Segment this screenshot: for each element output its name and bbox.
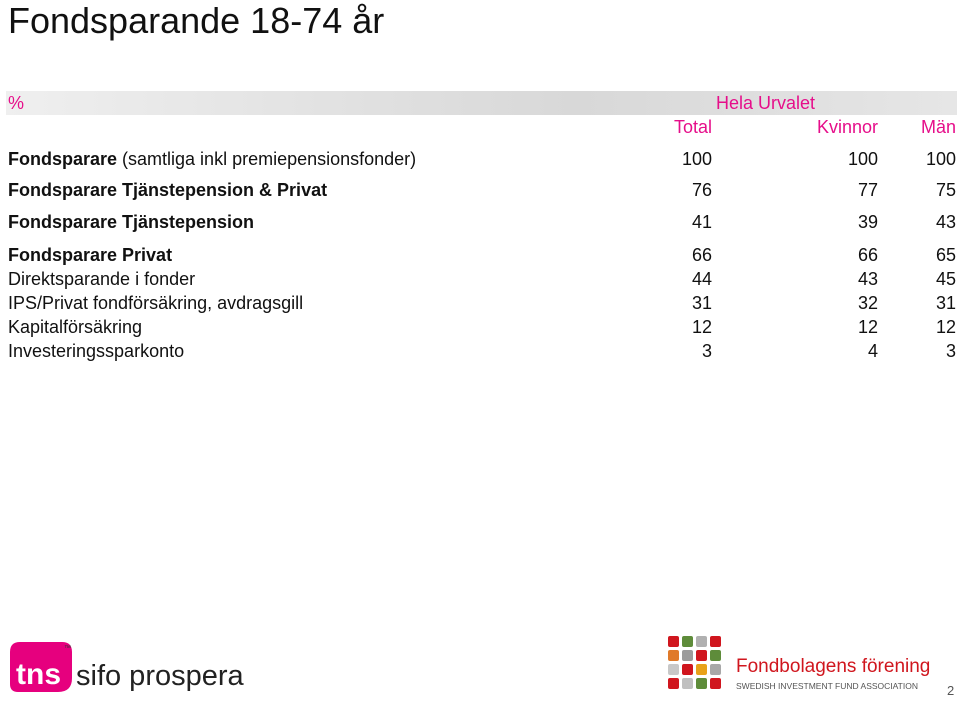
row-label: Fondsparare (samtliga inkl premiepensionsfonder)	[8, 149, 417, 169]
cell-kvinnor: 4	[867, 341, 878, 361]
table-row	[0, 148, 960, 170]
cell-kvinnor: 100	[847, 149, 878, 169]
tns-logo-text: tns	[16, 658, 61, 691]
column-header-kvinnor: Kvinnor	[816, 117, 878, 137]
cell-total: 31	[691, 293, 712, 313]
cell-total: 41	[691, 212, 712, 232]
group-header: Hela Urvalet	[716, 93, 816, 113]
cell-total: 100	[681, 149, 712, 169]
cell-kvinnor: 66	[857, 245, 878, 265]
cell-total: 44	[691, 269, 712, 289]
cell-kvinnor: 32	[857, 293, 878, 313]
page-title: Fondsparande 18-74 år	[8, 0, 385, 41]
table-row	[0, 292, 960, 314]
cell-kvinnor: 12	[857, 317, 878, 337]
table-row	[0, 179, 960, 201]
tns-sifo-prospera-logo	[6, 638, 246, 694]
row-label: Fondsparare Tjänstepension	[8, 212, 255, 232]
cell-total: 66	[691, 245, 712, 265]
row-label: Direktsparande i fonder	[8, 269, 196, 289]
cell-kvinnor: 77	[857, 180, 878, 200]
cell-man: 43	[935, 212, 956, 232]
row-label: Fondsparare Tjänstepension & Privat	[8, 180, 328, 200]
table-row	[0, 268, 960, 290]
table-row	[0, 211, 960, 233]
row-label: IPS/Privat fondförsäkring, avdragsgill	[8, 293, 304, 313]
column-header-total: Total	[673, 117, 712, 137]
cell-total: 76	[691, 180, 712, 200]
row-label: Kapitalförsäkring	[8, 317, 143, 337]
cell-man: 3	[945, 341, 956, 361]
fb-mosaic-icon	[668, 636, 721, 689]
row-label: Fondsparare Privat	[8, 245, 173, 265]
cell-man: 65	[935, 245, 956, 265]
cell-kvinnor: 39	[857, 212, 878, 232]
table-row	[0, 316, 960, 338]
column-header-man: Män	[920, 117, 956, 137]
cell-total: 3	[701, 341, 712, 361]
fb-name-text: Fondbolagens förening	[736, 656, 931, 677]
cell-man: 75	[935, 180, 956, 200]
fondbolagens-forening-logo	[666, 634, 936, 694]
table-row	[0, 244, 960, 266]
unit-label: %	[8, 93, 25, 113]
fb-sub-text: SWEDISH INVESTMENT FUND ASSOCIATION	[736, 681, 918, 691]
cell-kvinnor: 43	[857, 269, 878, 289]
cell-man: 31	[935, 293, 956, 313]
table-row	[0, 340, 960, 362]
cell-man: 45	[935, 269, 956, 289]
tm-mark: ™	[64, 645, 71, 652]
cell-man: 12	[935, 317, 956, 337]
cell-man: 100	[925, 149, 956, 169]
sifo-prospera-text: sifo prospera	[76, 660, 244, 692]
page-number: 2	[947, 683, 955, 698]
cell-total: 12	[691, 317, 712, 337]
row-label: Investeringssparkonto	[8, 341, 185, 361]
